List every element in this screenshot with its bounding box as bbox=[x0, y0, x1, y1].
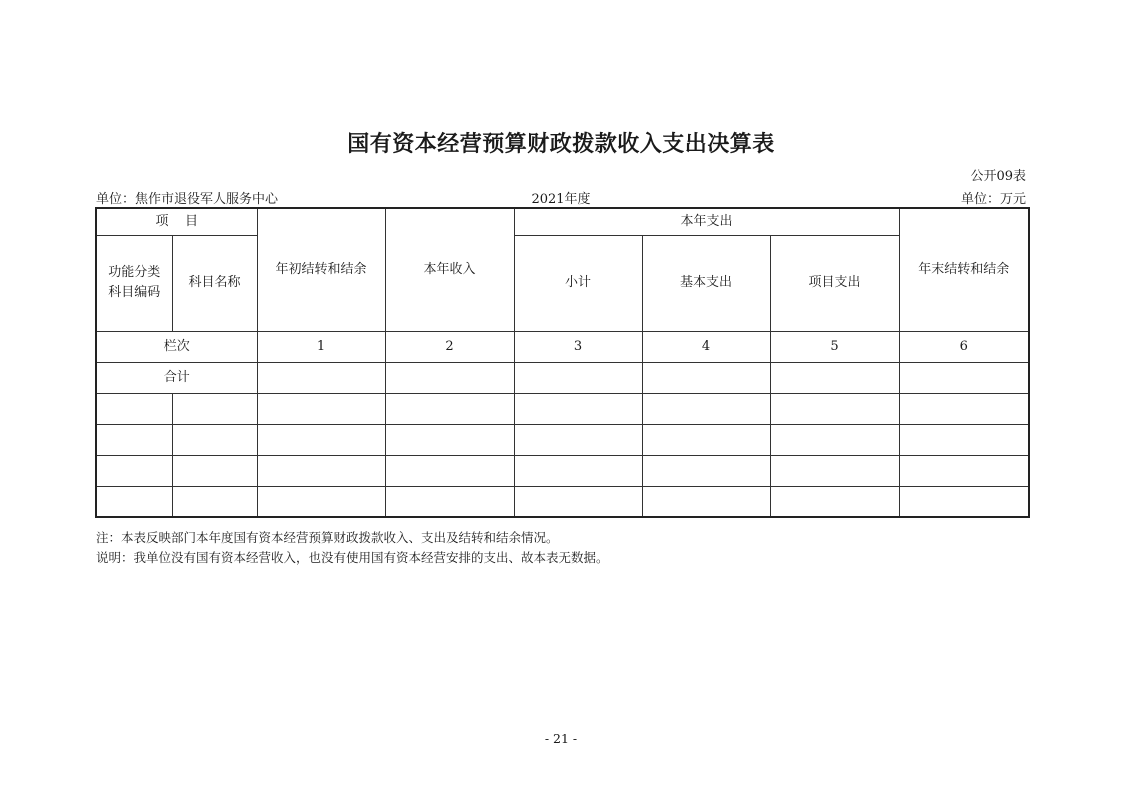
header-subtotal: 小计 bbox=[514, 235, 642, 331]
page-number: - 21 - bbox=[544, 731, 578, 746]
header-row-2 bbox=[96, 235, 1029, 331]
note-line: 说明：我单位没有国有资本经营收入，也没有使用国有资本经营安排的支出、故本表无数据。 bbox=[96, 550, 609, 565]
table-cell bbox=[514, 424, 642, 455]
header-project-expense: 项目支出 bbox=[770, 235, 899, 331]
table-cell bbox=[172, 393, 257, 424]
column-number: 2 bbox=[385, 331, 514, 362]
table-cell bbox=[172, 424, 257, 455]
header-income: 本年收入 bbox=[385, 208, 514, 331]
table-cell bbox=[257, 393, 385, 424]
table-cell bbox=[172, 486, 257, 517]
total-label: 合计 bbox=[96, 362, 257, 393]
table-cell bbox=[899, 424, 1029, 455]
table-cell bbox=[642, 393, 770, 424]
table-row bbox=[96, 486, 1029, 517]
table-cell bbox=[899, 455, 1029, 486]
table-row bbox=[96, 424, 1029, 455]
reporting-unit: 单位：焦作市退役军人服务中心 bbox=[96, 192, 279, 207]
header-item: 项 目 bbox=[96, 208, 257, 235]
table-cell bbox=[385, 486, 514, 517]
header-begin-balance: 年初结转和结余 bbox=[257, 208, 385, 331]
table-cell bbox=[385, 362, 514, 393]
table-cell bbox=[257, 362, 385, 393]
table-cell bbox=[514, 362, 642, 393]
header-end-balance: 年末结转和结余 bbox=[899, 208, 1029, 331]
table-cell bbox=[770, 362, 899, 393]
header-row-1 bbox=[96, 208, 1029, 235]
table-cell bbox=[899, 393, 1029, 424]
table-cell bbox=[770, 455, 899, 486]
table-cell bbox=[385, 393, 514, 424]
table-cell bbox=[770, 486, 899, 517]
table-cell bbox=[96, 393, 172, 424]
table-cell bbox=[899, 486, 1029, 517]
table-cell bbox=[514, 486, 642, 517]
table-cell bbox=[96, 424, 172, 455]
table-cell bbox=[257, 455, 385, 486]
table-cell bbox=[642, 455, 770, 486]
table-cell bbox=[899, 362, 1029, 393]
total-row bbox=[96, 362, 1029, 393]
budget-table bbox=[95, 207, 1030, 518]
header-subject-name: 科目名称 bbox=[172, 235, 257, 331]
table-cell bbox=[770, 424, 899, 455]
page-title: 国有资本经营预算财政拨款收入支出决算表 bbox=[347, 132, 775, 157]
table-cell bbox=[642, 424, 770, 455]
table-cell bbox=[514, 455, 642, 486]
money-unit: 单位：万元 bbox=[960, 192, 1026, 207]
table-cell bbox=[96, 486, 172, 517]
header-func-code: 功能分类科目编码 bbox=[96, 235, 172, 331]
table-cell bbox=[257, 486, 385, 517]
notes bbox=[96, 528, 609, 568]
column-number-label: 栏次 bbox=[96, 331, 257, 362]
table-cell bbox=[514, 393, 642, 424]
column-number: 5 bbox=[770, 331, 899, 362]
table-cell bbox=[642, 362, 770, 393]
table-cell bbox=[257, 424, 385, 455]
column-number: 3 bbox=[514, 331, 642, 362]
table-cell bbox=[96, 455, 172, 486]
column-number-row bbox=[96, 331, 1029, 362]
table-cell bbox=[385, 424, 514, 455]
column-number: 4 bbox=[642, 331, 770, 362]
table-cell bbox=[172, 455, 257, 486]
table-cell bbox=[770, 393, 899, 424]
column-number: 6 bbox=[899, 331, 1029, 362]
meta-row bbox=[96, 188, 1026, 206]
note-line: 注：本表反映部门本年度国有资本经营预算财政拨款收入、支出及结转和结余情况。 bbox=[96, 530, 559, 545]
table-cell bbox=[642, 486, 770, 517]
fiscal-year: 2021年度 bbox=[531, 192, 591, 207]
table-row bbox=[96, 393, 1029, 424]
column-number: 1 bbox=[257, 331, 385, 362]
header-basic-expense: 基本支出 bbox=[642, 235, 770, 331]
table-row bbox=[96, 455, 1029, 486]
table-code: 公开09表 bbox=[970, 169, 1026, 184]
table-cell bbox=[385, 455, 514, 486]
header-expense-group: 本年支出 bbox=[514, 208, 899, 235]
